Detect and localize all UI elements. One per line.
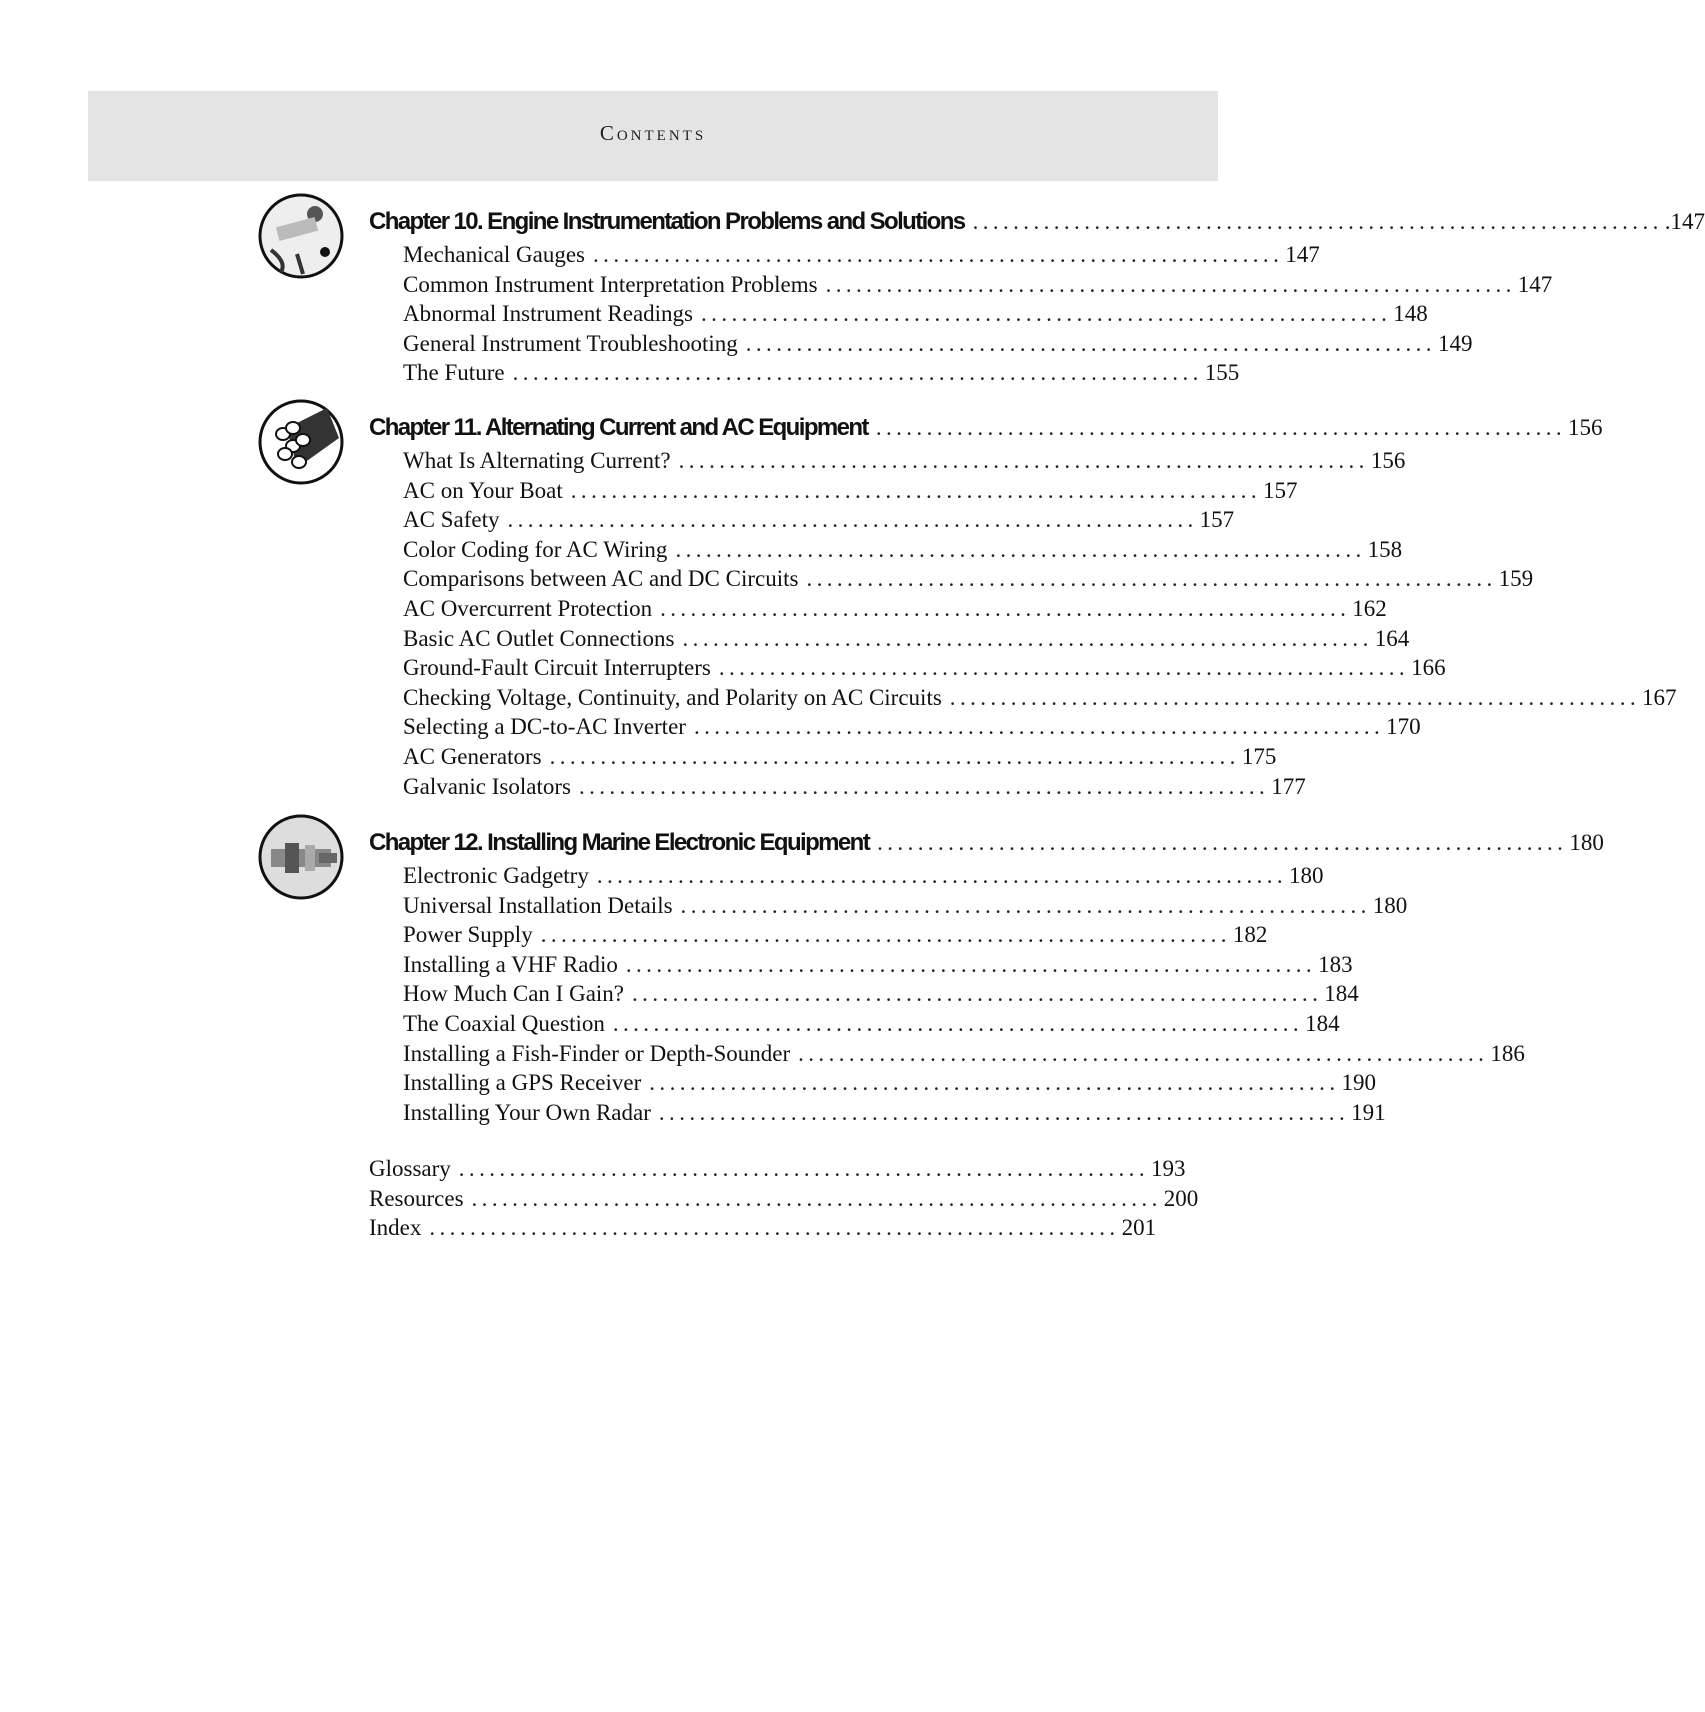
page-number: 159 bbox=[1498, 566, 1534, 592]
entry-label: Galvanic Isolators bbox=[403, 773, 571, 799]
page-number: 156 bbox=[1568, 415, 1603, 440]
chapter-heading[interactable] bbox=[369, 414, 1603, 448]
toc-entry[interactable] bbox=[403, 1040, 1525, 1071]
page-number: 164 bbox=[1374, 625, 1410, 651]
page-number: 180 bbox=[1372, 892, 1408, 918]
toc-entry[interactable] bbox=[403, 301, 1428, 331]
page-number: 190 bbox=[1341, 1070, 1376, 1096]
toc-entry[interactable] bbox=[403, 596, 1387, 626]
toc-entry[interactable] bbox=[403, 684, 1677, 715]
entry-label: What Is Alternating Current? bbox=[403, 448, 671, 473]
entry-label: Installing a VHF Radio bbox=[403, 951, 618, 977]
entry-label: Installing a Fish-Finder or Depth-Sounder bbox=[403, 1040, 791, 1066]
entry-label: AC Generators bbox=[403, 744, 542, 769]
entry-label: Basic AC Outlet Connections bbox=[403, 625, 675, 651]
entry-label: The Future bbox=[403, 360, 505, 386]
dot-leader: .................................................................... bbox=[471, 1185, 1162, 1211]
entry-label: Resources bbox=[369, 1185, 464, 1211]
back-matter-entry[interactable] bbox=[369, 1215, 1157, 1245]
toc-entry[interactable] bbox=[403, 507, 1235, 537]
entry-label: Selecting a DC-to-AC Inverter bbox=[403, 714, 686, 740]
entry-label: Power Supply bbox=[403, 922, 533, 948]
toc-entry[interactable] bbox=[403, 773, 1306, 804]
dot-leader: .................................................................... bbox=[570, 477, 1261, 503]
dot-leader: .................................................................... bbox=[596, 863, 1288, 888]
chapter-heading[interactable] bbox=[369, 208, 1705, 242]
back-matter-entry[interactable] bbox=[369, 1156, 1186, 1186]
page-title: Contents bbox=[599, 121, 707, 145]
toc-entry[interactable] bbox=[403, 1070, 1376, 1100]
toc-entry[interactable] bbox=[403, 744, 1277, 774]
page-number: 180 bbox=[1569, 830, 1604, 855]
page-number: 155 bbox=[1204, 360, 1240, 386]
page-number: 180 bbox=[1289, 863, 1324, 888]
page-number: 162 bbox=[1352, 596, 1387, 621]
entry-label: Universal Installation Details bbox=[403, 892, 673, 918]
entry-label: Glossary bbox=[369, 1156, 451, 1181]
dot-leader: .................................................................... bbox=[875, 415, 1567, 440]
dot-leader: .................................................................... bbox=[649, 1070, 1340, 1096]
toc-entry[interactable] bbox=[403, 536, 1403, 567]
page-number: 149 bbox=[1437, 330, 1473, 356]
toc-entry[interactable] bbox=[403, 330, 1473, 361]
page-number: 184 bbox=[1305, 1011, 1340, 1036]
toc-entry[interactable] bbox=[403, 981, 1359, 1011]
dot-leader: .................................................................... bbox=[540, 922, 1231, 948]
dot-leader: .................................................................... bbox=[682, 625, 1373, 651]
page-number: 182 bbox=[1232, 922, 1268, 948]
dot-leader: .................................................................... bbox=[429, 1215, 1120, 1241]
entry-label: Ground-Fault Circuit Interrupters bbox=[403, 655, 711, 681]
dot-leader: .................................................................... bbox=[718, 655, 1410, 681]
toc-entry[interactable] bbox=[403, 951, 1353, 982]
dot-leader: .................................................................... bbox=[675, 536, 1366, 562]
dot-leader: .................................................................... bbox=[660, 596, 1351, 621]
entry-label: Chapter 12. Installing Marine Electronic Equipment bbox=[369, 829, 870, 856]
dot-leader: .................................................................... bbox=[972, 209, 1663, 234]
entry-label: Chapter 11. Alternating Current and AC Equipment bbox=[369, 414, 868, 441]
page-number: 167 bbox=[1642, 684, 1677, 710]
page-number: 158 bbox=[1367, 536, 1403, 562]
entry-label: How Much Can I Gain? bbox=[403, 981, 625, 1007]
dot-leader: .................................................................... bbox=[625, 951, 1317, 977]
entry-label: Index bbox=[369, 1215, 422, 1241]
dot-leader: .................................................................... bbox=[578, 773, 1270, 799]
dot-leader: .................................................................... bbox=[701, 301, 1392, 327]
dot-leader: .................................................................... bbox=[825, 271, 1516, 297]
entry-label: AC Safety bbox=[403, 507, 500, 533]
entry-label: AC Overcurrent Protection bbox=[403, 596, 653, 621]
entry-label: Common Instrument Interpretation Problems bbox=[403, 271, 818, 297]
toc-entry[interactable] bbox=[403, 892, 1408, 923]
page-number: 148 bbox=[1393, 301, 1428, 327]
running-header bbox=[88, 91, 1218, 181]
entry-label: Color Coding for AC Wiring bbox=[403, 536, 668, 562]
back-matter-entry[interactable] bbox=[369, 1185, 1199, 1216]
page-number: 191 bbox=[1351, 1099, 1386, 1125]
toc-entry[interactable] bbox=[403, 360, 1240, 390]
dot-leader: .................................................................... bbox=[877, 830, 1568, 855]
page-number: 175 bbox=[1241, 744, 1277, 769]
dot-leader: .................................................................... bbox=[806, 566, 1497, 592]
chapter-heading[interactable] bbox=[369, 829, 1604, 863]
dot-leader: .................................................................... bbox=[680, 892, 1371, 918]
dot-leader: .................................................................... bbox=[507, 507, 1198, 533]
page-number: 200 bbox=[1163, 1185, 1199, 1211]
page-number: 157 bbox=[1199, 507, 1235, 533]
dot-leader: .................................................................... bbox=[612, 1011, 1304, 1036]
toc-entry[interactable] bbox=[403, 655, 1446, 685]
page-number: 193 bbox=[1150, 1156, 1186, 1181]
page-number: 184 bbox=[1324, 981, 1359, 1007]
page-number: .147 bbox=[1664, 209, 1705, 234]
dot-leader: .................................................................... bbox=[512, 360, 1203, 386]
toc-entry[interactable] bbox=[403, 863, 1324, 893]
toc-entry[interactable] bbox=[403, 271, 1553, 302]
dot-leader: .................................................................... bbox=[458, 1156, 1149, 1181]
toc-entry[interactable] bbox=[403, 242, 1320, 272]
page-number: 147 bbox=[1517, 271, 1553, 297]
ac-cable-icon bbox=[257, 398, 345, 486]
page-number: 170 bbox=[1386, 714, 1421, 740]
toc-entry[interactable] bbox=[403, 566, 1534, 596]
toc-entry[interactable] bbox=[403, 1011, 1340, 1041]
entry-label: General Instrument Troubleshooting bbox=[403, 330, 738, 356]
toc-entry[interactable] bbox=[403, 1099, 1386, 1130]
toc-entry[interactable] bbox=[403, 477, 1298, 508]
dot-leader: .................................................................... bbox=[949, 684, 1640, 710]
page-number: 186 bbox=[1490, 1040, 1525, 1066]
dot-leader: .................................................................... bbox=[798, 1040, 1489, 1066]
page-number: 147 bbox=[1285, 242, 1320, 267]
coax-connector-icon bbox=[257, 813, 345, 901]
dot-leader: .................................................................... bbox=[593, 242, 1284, 267]
entry-label: Installing Your Own Radar bbox=[403, 1099, 651, 1125]
entry-label: Mechanical Gauges bbox=[403, 242, 586, 267]
page-number: 177 bbox=[1271, 773, 1306, 799]
page-number: 166 bbox=[1411, 655, 1446, 681]
entry-label: Electronic Gadgetry bbox=[403, 863, 589, 888]
entry-label: Abnormal Instrument Readings bbox=[403, 301, 694, 327]
dot-leader: .................................................................... bbox=[693, 714, 1385, 740]
dot-leader: .................................................................... bbox=[745, 330, 1436, 356]
dot-leader: .................................................................... bbox=[678, 448, 1369, 473]
dot-leader: .................................................................... bbox=[658, 1099, 1350, 1125]
entry-label: Chapter 10. Engine Instrumentation Problems and Solutions bbox=[369, 208, 965, 235]
toc-entry[interactable] bbox=[403, 448, 1406, 478]
engine-gauges-icon bbox=[257, 192, 345, 280]
toc-entry[interactable] bbox=[403, 625, 1410, 656]
entry-label: Checking Voltage, Continuity, and Polarity on AC Circuits bbox=[403, 684, 942, 710]
entry-label: Comparisons between AC and DC Circuits bbox=[403, 566, 799, 592]
page-number: 156 bbox=[1370, 448, 1406, 473]
page-number: 157 bbox=[1262, 477, 1298, 503]
entry-label: The Coaxial Question bbox=[403, 1011, 605, 1036]
dot-leader: .................................................................... bbox=[549, 744, 1240, 769]
page-number: 201 bbox=[1121, 1215, 1157, 1241]
dot-leader: .................................................................... bbox=[632, 981, 1323, 1007]
entry-label: AC on Your Boat bbox=[403, 477, 563, 503]
toc-entry[interactable] bbox=[403, 714, 1421, 744]
toc-entry[interactable] bbox=[403, 922, 1268, 952]
page-number: 183 bbox=[1318, 951, 1353, 977]
entry-label: Installing a GPS Receiver bbox=[403, 1070, 642, 1096]
